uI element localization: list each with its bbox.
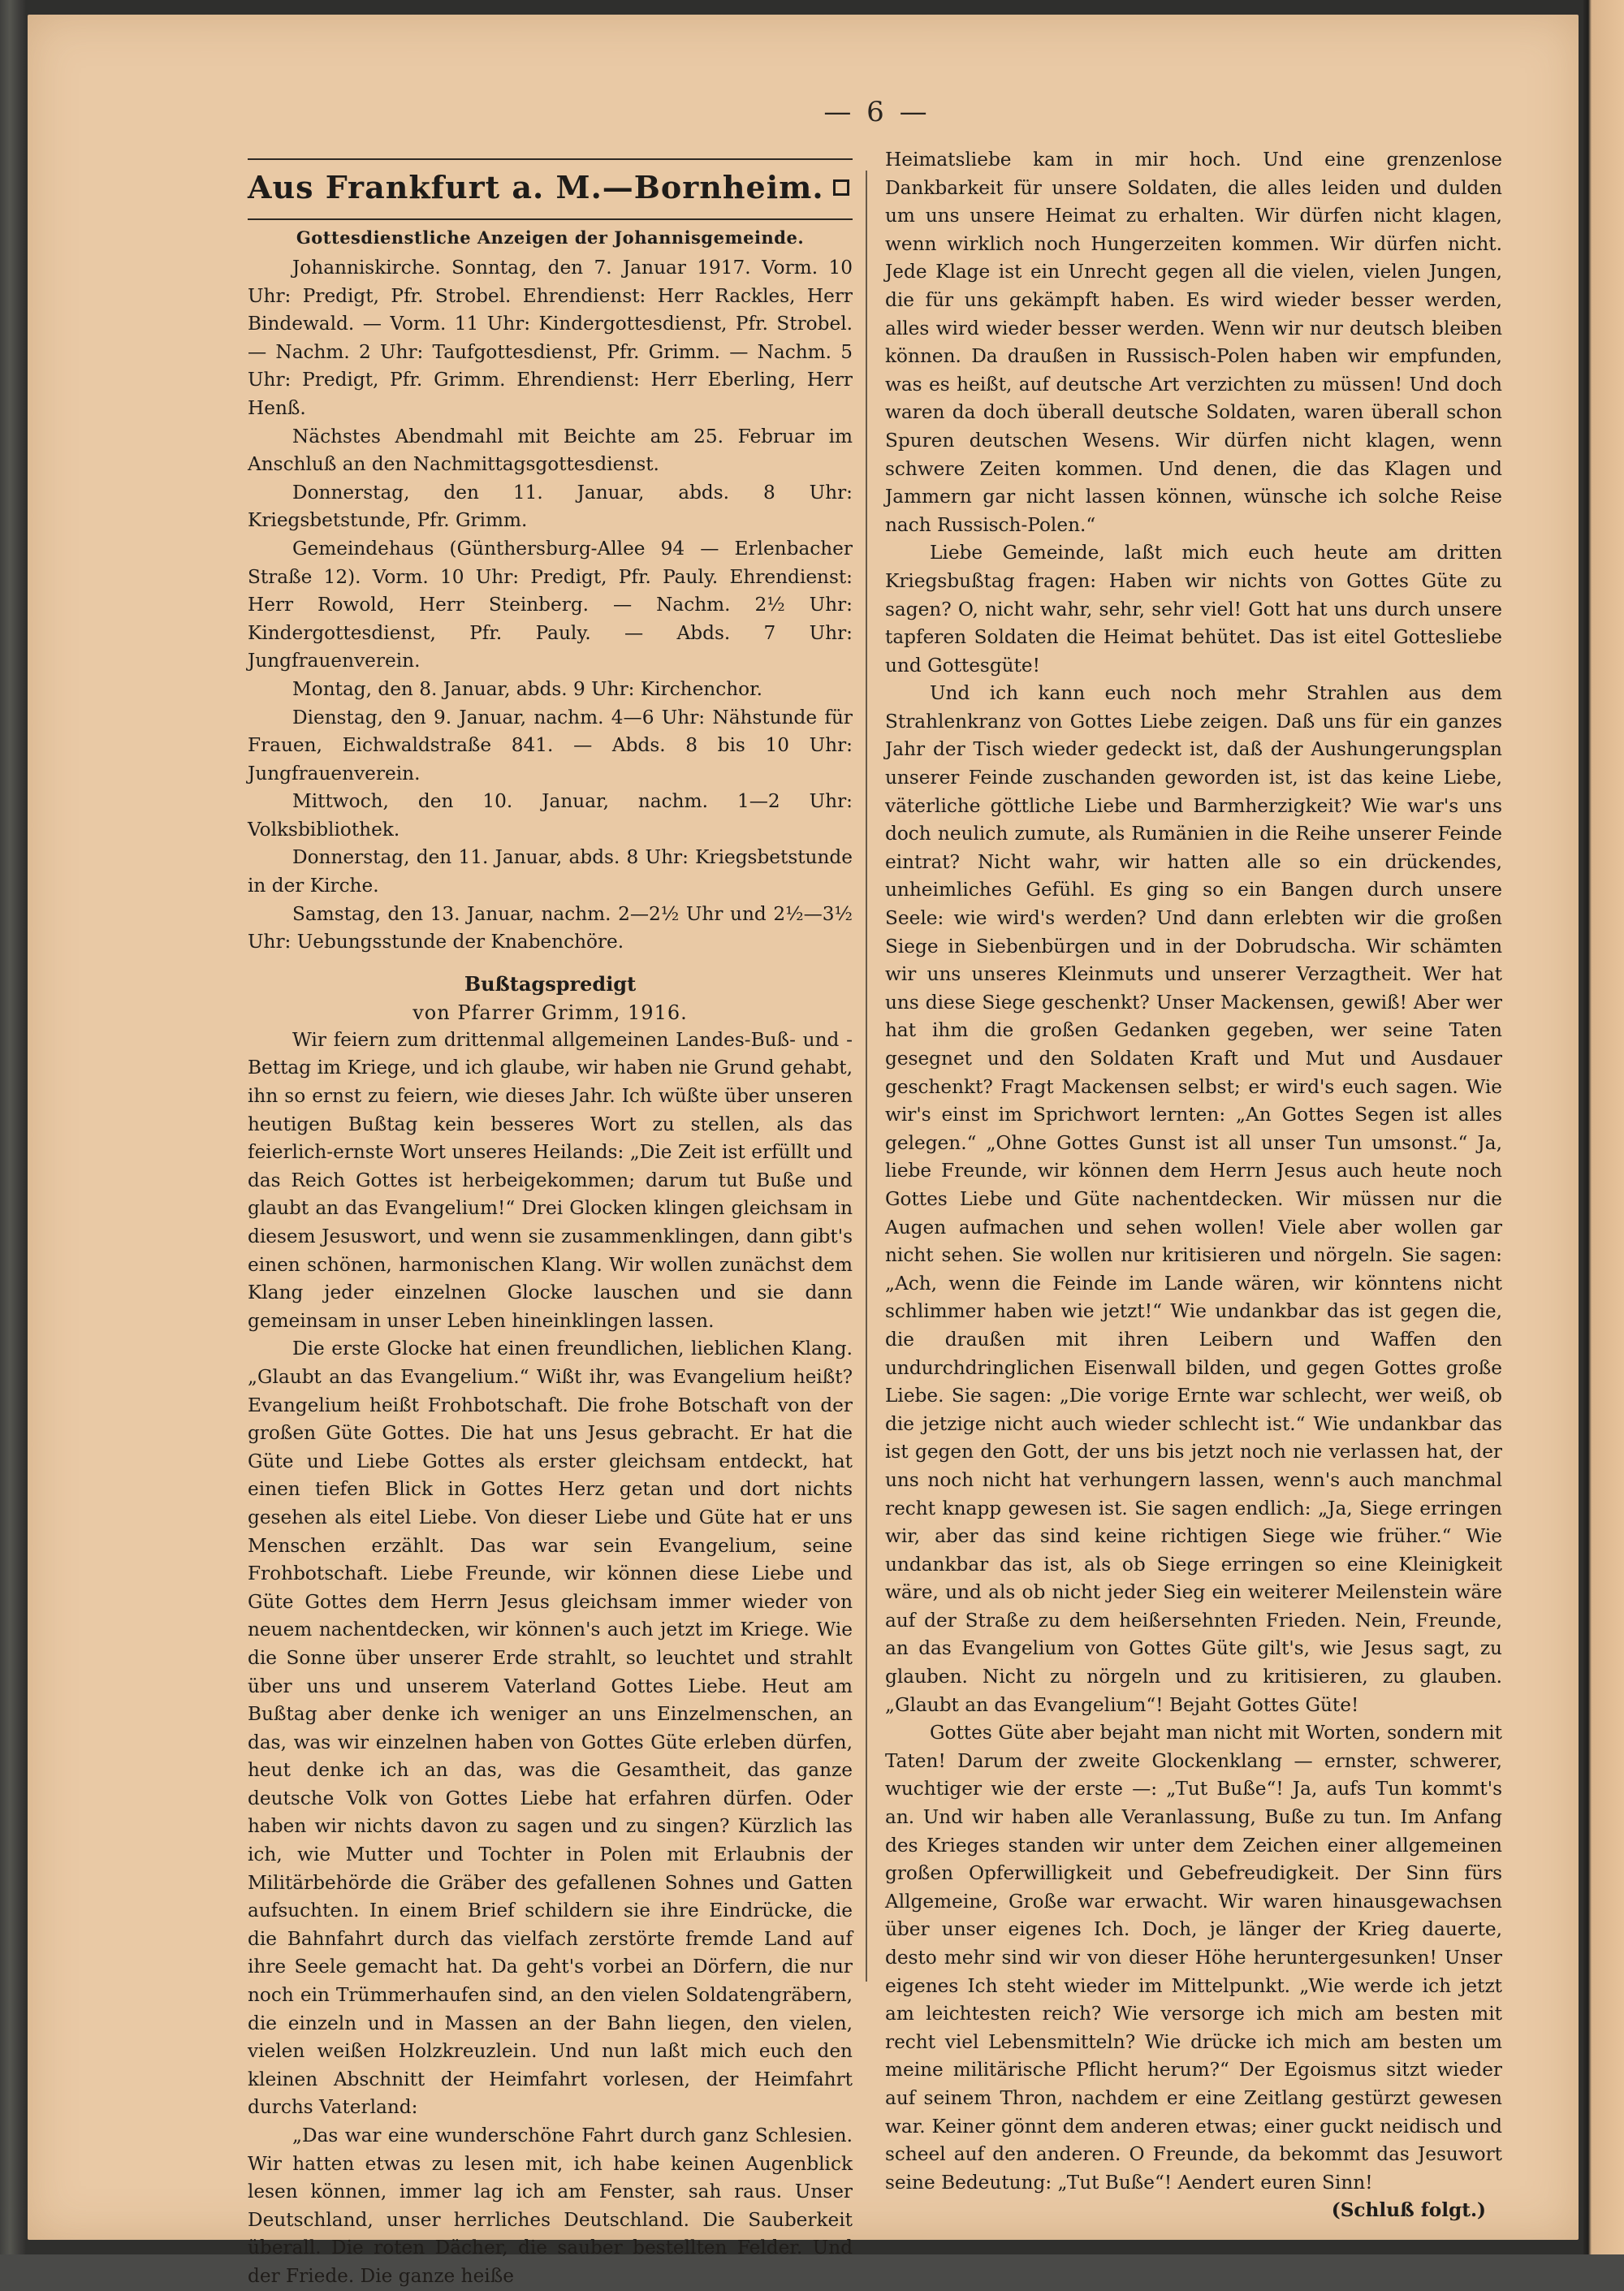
headline-block — [248, 160, 853, 218]
continuation-note: (Schluß folgt.) — [1331, 2199, 1486, 2222]
sermon-byline: von Pfarrer Grimm, 1916. — [412, 1001, 688, 1024]
sermon-paragraph: Liebe Gemeinde, laßt mich euch heute am dritten Kriegsbußtag fragen: Haben wir nichts von Gottes Güte zu sagen? O, nicht wahr, sehr, sehr viel! Gott hat uns durch unsere tapferen Soldaten die Heimat behütet. Das ist eitel Gottesliebe und Gottesgüte! — [885, 542, 1502, 676]
column-divider — [866, 171, 867, 1982]
sermon-paragraph: Wir feiern zum drittenmal allgemeinen Landes-Buß- und -Bettag im Kriege, und ich glaube, wir haben nie Grund gehabt, ihn so ernst zu feiern, wie dieses Jahr. Ich wüßte über unseren heutigen Bußtag kein besseres Wort zu stellen, als das feierlich-ernste Wort unseres Heilands: „Die Zeit ist erfüllt und das Reich Gottes ist herbeigekommen; darum tut Buße und glaubt an das Evangelium!“ Drei Glocken klingen gleichsam in diesem Jesuswort, und wenn sie zusammenklingen, dann gibt's einen schönen, harmonischen Klang. Wir wollen zunächst dem Klang jeder einzelnen Glocke lauschen und sie dann gemeinsam in unser Leben hineinklingen lassen. — [248, 1028, 853, 1332]
sermon-paragraph: Und ich kann euch noch mehr Strahlen aus dem Strahlenkranz von Gottes Liebe zeigen. Daß uns für ein ganzes Jahr der Tisch wieder gedeckt ist, daß der Aushungerungsplan unserer Feinde zuschanden geworden ist, ist das keine Liebe, väterliche göttliche Liebe und Barmherzigkeit? Wie war's uns doch neulich zumute, als Rumänien in die Reihe unserer Feinde eintrat? Nicht wahr, wir hatten alle so ein drückendes, unheimliches Gefühl. Es ging so ein Bangen durch unsere Seele: wie wird's werden? Und dann erlebten wir die großen Siege in Siebenbürgen und in der Dobrudscha. Wir schämten wir uns unseres Kleinmuts und unserer Verzagtheit. Wer hat uns diese Siege geschenkt? Unser Mackensen, gewiß! Aber wer hat ihm die großen Gedanken gegeben, wer seine Taten gesegnet und den Soldaten Kraft und Mut und Ausdauer geschenkt? Fragt Mackensen selbst; er wird's euch sagen. Wie wir's einst im Sprichwort lernten: „An Gottes Segen ist alles gelegen.“ „Ohne Gottes Gunst ist all unser Tun umsonst.“ Ja, liebe Freunde, wir können dem Herrn Jesus auch heute noch Gottes Liebe und Güte nachentdecken. Wir müssen nur die Augen aufmachen und sehen wollen! Viele aber wollen gar nicht sehen. Sie wollen nur kritisieren und nörgeln. Sie sagen: „Ach, wenn die Feinde im Lande wären, wir könntens nicht schlimmer haben wie jetzt!“ Wie undankbar das ist gegen die, die draußen mit ihren Leibern und Waffen den undurchdringlichen Eisenwall bilden, und gegen Gottes große Liebe. Sie sagen: „Die vorige Ernte war schlecht, wer weiß, ob die jetzige nicht auch wieder schlecht ist.“ Wie undankbar das ist gegen den Gott, der uns bis jetzt noch nie verlassen hat, der uns noch nicht hat verhungern lassen, wenn's auch manchmal recht knapp gewesen ist. Sie sagen endlich: „Ja, Siege erringen wir, aber das sind keine richtigen Siege wie früher.“ Wie undankbar das ist, als ob Siege erringen so eine Kleinigkeit wäre, und als ob nicht jeder Sieg ein weiterer Meilenstein wäre auf der Straße zu dem heißersehnten Frieden. Nein, Freunde, an das Evangelium von Gottes Güte gilt's, wie Jesus sagt, zu glauben. Nicht zu nörgeln und zu kritisieren, zu glauben. „Glaubt an das Evangelium“! Bejaht Gottes Güte! — [885, 682, 1502, 1716]
announcement: Johanniskirche. Sonntag, den 7. Januar 1917. Vorm. 10 Uhr: Predigt, Pfr. Strobel. Ehrendienst: Herr Rackles, Herr Bindewald. — Vorm. 11 Uhr: Kindergottesdienst, Pfr. Strobel. — Nachm. 2 Uhr: Taufgottesdienst, Pfr. Grimm. — Nachm. 5 Uhr: Predigt, Pfr. Grimm. Ehrendienst: Herr Eberling, Herr Henß. — [248, 257, 853, 419]
announcement: Montag, den 8. Januar, abds. 9 Uhr: Kirchenchor. — [292, 677, 763, 700]
announcements-subhead: Gottesdienstliche Anzeigen der Johannisgemeinde. — [296, 227, 805, 248]
left-column — [248, 158, 853, 2291]
sermon-paragraph: Heimatsliebe kam in mir hoch. Und eine grenzenlose Dankbarkeit für unsere Soldaten, die alles leiden und dulden um uns unsere Heimat zu erhalten. Wir dürfen nicht klagen, wenn wirklich noch Hungerzeiten kommen. Wir dürfen nicht. Jede Klage ist ein Unrecht gegen all die vielen, vielen Jungen, die für uns gekämpft haben. Es wird wieder besser werden, alles wird wieder besser werden. Wenn wir nur deutsch bleiben können. Da draußen in Russisch-Polen haben wir empfunden, was es heißt, auf deutsche Art verzichten zu müssen! Und doch waren da doch überall deutsche Soldaten, waren überall schon Spuren deutschen Wesens. Wir dürfen nicht klagen, wenn schwere Zeiten kommen. Und denen, die das Klagen und Jammern gar nicht lassen können, wünsche ich solche Reise nach Russisch-Polen.“ — [885, 149, 1502, 536]
announcement: Dienstag, den 9. Januar, nachm. 4—6 Uhr: Nähstunde für Frauen, Eichwaldstraße 841. — Abds. 8 bis 10 Uhr: Jungfrauenverein. — [248, 706, 853, 785]
square-ornament-icon — [833, 179, 849, 196]
sermon-paragraph: Die erste Glocke hat einen freundlichen, lieblichen Klang. „Glaubt an das Evangelium.“ Wißt ihr, was Evangelium heißt? Evangelium heißt Frohbotschaft. Die frohe Botschaft von der großen Güte Gottes. Die hat uns Jesus gebracht. Er hat die Güte und Liebe Gottes als erster gleichsam entdeckt, hat einen tiefen Blick in Gottes Herz getan und dort nichts gesehen als eitel Liebe. Von dieser Liebe und Güte hat er uns Menschen erzählt. Das war sein Evangelium, seine Frohbotschaft. Liebe Freunde, wir können diese Liebe und Güte Gottes dem Herrn Jesus gleichsam immer wieder von neuem nachentdecken, wir können's auch jetzt im Kriege. Wie die Sonne über unserer Erde strahlt, so leuchtet und strahlt über uns und unserem Vaterland Gottes Liebe. Heut am Bußtag aber denke ich weniger an uns Einzelmenschen, an das, was wir einzelnen haben von Gottes Güte erleben dürfen, heut denke ich an das, was die Gesamtheit, das ganze deutsche Volk von Gottes Liebe hat erfahren dürfen. Oder haben wir nichts davon zu sagen und zu singen? Kürzlich las ich, wie Mutter und Tochter in Polen mit Erlaubnis der Militärbehörde die Gräber des gefallenen Sohnes und Gatten aufsuchten. In einem Brief schildern sie ihre Eindrücke, die die Bahnfahrt durch das vielfach zerstörte fremde Land auf ihre Seele gemacht hat. Da geht's vorbei an Dörfern, die nur noch ein Trümmerhaufen sind, an den vielen Soldatengräbern, die einzeln und in Massen an der Bahn liegen, den vielen, vielen weißen Holzkreuzlein. Und nun laßt mich euch den kleinen Abschnitt der Heimfahrt vorlesen, der Heimfahrt durchs Vaterland: — [248, 1338, 853, 2119]
right-column — [885, 146, 1502, 2225]
announcement: Donnerstag, den 11. Januar, abds. 8 Uhr: Kriegsbetstunde, Pfr. Grimm. — [248, 481, 853, 532]
sermon-paragraph: „Das war eine wunderschöne Fahrt durch ganz Schlesien. Wir hatten etwas zu lesen mit, ich habe keinen Augenblick lesen können, immer lag ich am Fenster, sah raus. Unser Deutschland, unser herrliches Deutschland. Die Sauberkeit überall. Die roten Dächer, die sauber bestellten Felder. Und der Friede. Die ganze heiße — [248, 2125, 853, 2287]
headline: Aus Frankfurt a. M.—Bornheim. — [248, 169, 824, 205]
header-bottom-rule — [248, 218, 853, 220]
page-number: — 6 — — [823, 96, 931, 128]
adjacent-page-edge — [1583, 0, 1624, 2254]
announcement: Mittwoch, den 10. Januar, nachm. 1—2 Uhr: Volksbibliothek. — [248, 790, 853, 841]
announcement: Nächstes Abendmahl mit Beichte am 25. Februar im Anschluß an den Nachmittagsgottesdienst. — [248, 425, 853, 476]
announcement: Gemeindehaus (Günthersburg-Allee 94 — Erlenbacher Straße 12). Vorm. 10 Uhr: Predigt, Pfr. Pauly. Ehrendienst: Herr Rowold, Herr Steinberg. — Nachm. 2½ Uhr: Kindergottesdienst, Pfr. Pauly. — Abds. 7 Uhr: Jungfrauenverein. — [248, 537, 853, 672]
sermon-paragraph: Gottes Güte aber bejaht man nicht mit Worten, sondern mit Taten! Darum der zweite Glockenklang — ernster, schwerer, wuchtiger wie der erste —: „Tut Buße“! Ja, aufs Tun kommt's an. Und wir haben alle Veranlassung, Buße zu tun. Im Anfang des Krieges standen wir unter dem Zeichen einer allgemeinen großen Opferwilligkeit und Gebefreudigkeit. Der Sinn fürs Allgemeine, Große war erwacht. Wir waren hinausgewachsen über unser eigenes Ich. Doch, je länger der Krieg dauerte, desto mehr sind wir von dieser Höhe heruntergesunken! Unser eigenes Ich steht wieder im Mittelpunkt. „Wie werde ich jetzt am leichtesten reich? Wie versorge ich mich am besten mit recht viel Lebensmitteln? Wie drücke ich mich am besten um meine militärische Pflicht herum?“ Der Egoismus sitzt wieder auf seinem Thron, nachdem er eine Zeitlang gestürzt gewesen war. Keiner gönnt dem anderen etwas; einer guckt neidisch und scheel auf den anderen. O Freunde, da bekommt das Jesuwort seine Bedeutung: „Tut Buße“! Aendert euren Sinn! — [885, 1722, 1502, 2194]
sermon-title: Bußtagspredigt — [464, 971, 637, 996]
announcement: Donnerstag, den 11. Januar, abds. 8 Uhr: Kriegsbetstunde in der Kirche. — [248, 846, 853, 897]
announcement: Samstag, den 13. Januar, nachm. 2—2½ Uhr und 2½—3½ Uhr: Uebungsstunde der Knabenchöre. — [248, 902, 853, 953]
